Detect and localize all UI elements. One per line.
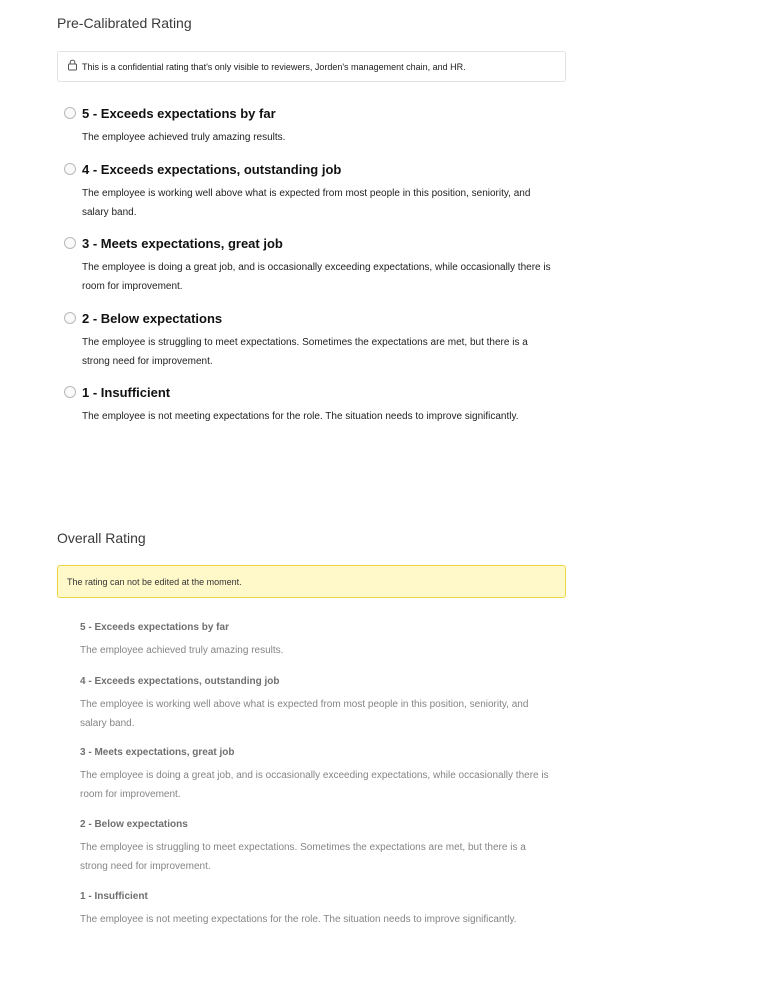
rating-option-label[interactable]: 2 - Below expectations: [82, 310, 223, 326]
overall-option-description: The employee is working well above what is expected from most people in this position, seniority, and salary band.: [80, 699, 529, 729]
rating-option-1[interactable]: [64, 383, 564, 426]
overall-option-1: [80, 890, 560, 929]
rating-radio-5[interactable]: [64, 107, 76, 119]
rating-option-label[interactable]: 3 - Meets expectations, great job: [82, 235, 283, 251]
rating-option-description: The employee achieved truly amazing results.: [82, 132, 286, 143]
overall-option-4: [80, 675, 560, 733]
confidential-notice-text: This is a confidential rating that's only visible to reviewers, Jorden's management chain, and HR.: [82, 61, 466, 72]
rating-option-description: The employee is working well above what is expected from most people in this position, seniority, and salary band.: [82, 188, 531, 218]
overall-option-description: The employee is not meeting expectations for the role. The situation needs to improve significantly.: [80, 914, 517, 925]
overall-option-2: [80, 818, 560, 876]
rating-option-label[interactable]: 1 - Insufficient: [82, 384, 171, 400]
precalibrated-title: Pre-Calibrated Rating: [57, 15, 192, 31]
overall-option-label: 5 - Exceeds expectations by far: [80, 622, 229, 633]
rating-option-description: The employee is doing a great job, and is occasionally exceeding expectations, while occasionally there is room for improvement.: [82, 262, 551, 292]
confidential-notice: [57, 51, 566, 82]
locked-warning: [57, 565, 566, 598]
rating-option-3[interactable]: [64, 234, 564, 296]
rating-option-5[interactable]: [64, 104, 564, 147]
locked-warning-text: The rating can not be edited at the moment.: [67, 576, 242, 587]
overall-option-label: 1 - Insufficient: [80, 891, 148, 902]
overall-option-5: [80, 621, 560, 660]
rating-option-4[interactable]: [64, 160, 564, 222]
overall-option-description: The employee is doing a great job, and is occasionally exceeding expectations, while occasionally there is room for improvement.: [80, 770, 549, 800]
rating-radio-4[interactable]: [64, 163, 76, 175]
overall-option-3: [80, 746, 560, 804]
overall-option-description: The employee is struggling to meet expectations. Sometimes the expectations are met, but there is a strong need for improvement.: [80, 842, 526, 872]
rating-radio-1[interactable]: [64, 386, 76, 398]
rating-radio-3[interactable]: [64, 237, 76, 249]
lock-icon: [67, 59, 78, 71]
rating-option-2[interactable]: [64, 309, 564, 371]
overall-option-label: 2 - Below expectations: [80, 819, 188, 830]
rating-radio-2[interactable]: [64, 312, 76, 324]
rating-option-label[interactable]: 5 - Exceeds expectations by far: [82, 105, 276, 121]
overall-option-label: 3 - Meets expectations, great job: [80, 747, 235, 758]
rating-option-description: The employee is struggling to meet expectations. Sometimes the expectations are met, but there is a strong need for improvement.: [82, 337, 528, 367]
rating-option-description: The employee is not meeting expectations for the role. The situation needs to improve significantly.: [82, 411, 519, 422]
overall-title: Overall Rating: [57, 530, 146, 546]
overall-option-label: 4 - Exceeds expectations, outstanding job: [80, 676, 280, 687]
rating-option-label[interactable]: 4 - Exceeds expectations, outstanding job: [82, 161, 342, 177]
overall-option-description: The employee achieved truly amazing results.: [80, 645, 284, 656]
